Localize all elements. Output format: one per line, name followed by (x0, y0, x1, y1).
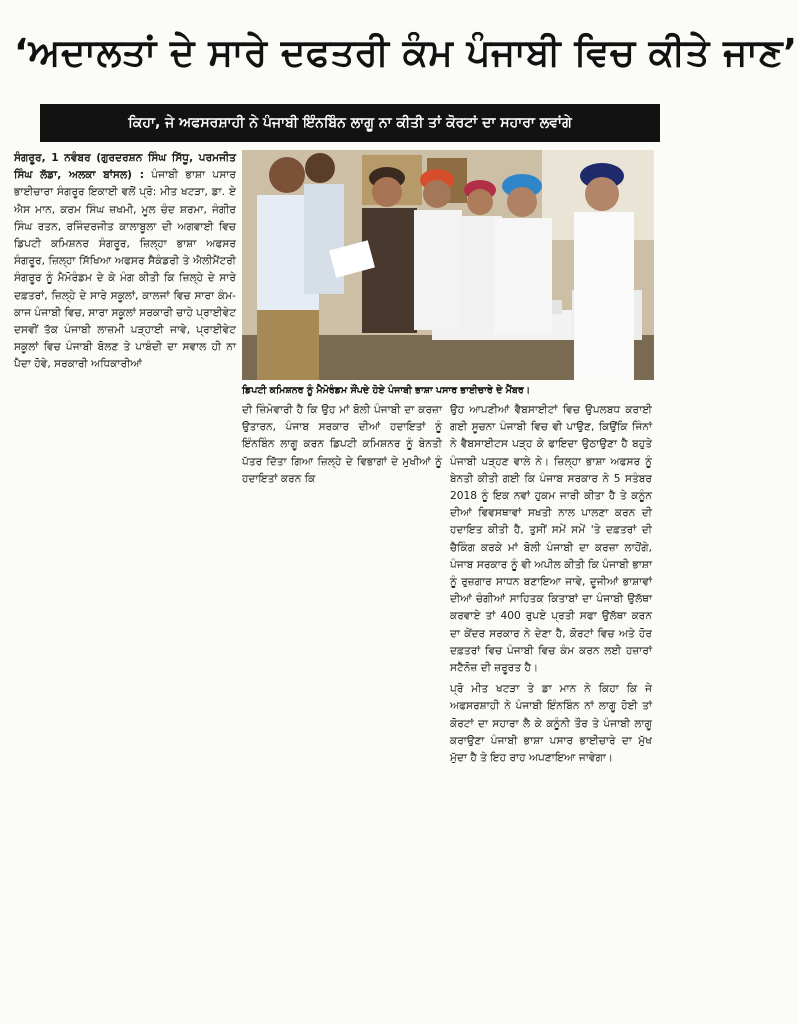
article-column-2 (242, 402, 442, 562)
article-col3-paragraph-2: ਪ੍ਰੋ ਮੀਤ ਖਟੜਾ ਤੇ ਡਾ ਮਾਨ ਨੇ ਕਿਹਾ ਕਿ ਜੇ ਅਫਸਰਸ਼ਾਹੀ ਨੇ ਪੰਜਾਬੀ ਇੰਨਬਿੰਨ ਨਾਂ ਲਾਗੂ ਹੋਈ ਤਾਂ ਕੋਰਟਾਂ ਦਾ ਸਹਾਰਾ ਲੈ ਕੇ ਕਨੂੰਨੀ ਤੌਰ ਤੇ ਪੰਜਾਬੀ ਲਾਗੂ ਕਰਾਉਣਾ ਪੰਜਾਬੀ ਭਾਸ਼ਾ ਪਸਾਰ ਭਾਈਚਾਰੇ ਦਾ ਮੁੱਖ ਮੁੱਦਾ ਹੈ ਤੇ ਇਹ ਰਾਹ ਅਪਣਾਇਆ ਜਾਵੇਗਾ। (450, 683, 652, 765)
photo-caption: ਡਿਪਟੀ ਕਮਿਸ਼ਨਰ ਨੂੰ ਮੈਮੋਰੰਡਮ ਸੌਂਪਦੇ ਹੋਏ ਪੰਜਾਬੀ ਭਾਸ਼ਾ ਪਸਾਰ ਭਾਈਚਾਰੇ ਦੇ ਮੈਂਬਰ। (242, 385, 531, 396)
article-dateline: ਸੰਗਰੂਰ, 1 ਨਵੰਬਰ (ਗੁਰਦਰਸ਼ਨ ਸਿੰਘ ਸਿੱਧੂ, ਪਰਮਜੀਤ ਸਿੰਘ ਲੱਡਾ, ਅਲਕਾ ਬਾਂਸਲ) : (14, 152, 236, 182)
article-col1-text: ਪੰਜਾਬੀ ਭਾਸ਼ਾ ਪਸਾਰ ਭਾਈਚਾਰਾ ਸੰਗਰੂਰ ਇਕਾਈ ਵਲੋਂ ਪ੍ਰੋ: ਮੀਤ ਖਟੜਾ, ਡਾ. ਏ ਐਸ ਮਾਨ, ਕਰਮ ਸਿੰਘ ਜ਼ਖਮੀ, ਮੂਲ ਚੰਦ ਸ਼ਰਮਾ, ਜੰਗੀਰ ਸਿੰਘ ਰਤਨ, ਰਜਿੰਦਰਜੀਤ ਕਾਲਾਬੂਲਾ ਦੀ ਅਗਵਾਈ ਵਿਚ ਡਿਪਟੀ ਕਮਿਸ਼ਨਰ ਸੰਗਰੂਰ, ਜ਼ਿਲ੍ਹਾ ਭਾਸ਼ਾ ਅਫਸਰ ਸੰਗਰੂਰ, ਜ਼ਿਲ੍ਹਾ ਸਿੱਖਿਆ ਅਫਸਰ ਸੈਕੰਡਰੀ ਤੇ ਐਲੀਮੈਂਟਰੀ ਸੰਗਰੂਰ ਨੂੰ ਮੈਮੋਰੰਡਮ ਦੇ ਕੇ ਮੰਗ ਕੀਤੀ ਕਿ ਜ਼ਿਲ੍ਹੇ ਦੇ ਸਾਰੇ ਦਫ਼ਤਰਾਂ, ਜ਼ਿਲ੍ਹੇ ਦੇ ਸਾਰੇ ਸਕੂਲਾਂ, ਕਾਲਜਾਂ ਵਿਚ ਸਾਰਾ ਕੰਮ-ਕਾਜ ਪੰਜਾਬੀ ਵਿਚ, ਸਾਰਾ ਸਕੂਲਾਂ ਸਰਕਾਰੀ ਚਾਹੇ ਪ੍ਰਾਈਵੇਟ ਦਸਵੀਂ ਤੱਕ ਪੰਜਾਬੀ ਲਾਜ਼ਮੀ ਪੜ੍ਹਾਈ ਜਾਵੇ, ਪ੍ਰਾਈਵੇਟ ਸਕੂਲਾਂ ਵਿਚ ਪੰਜਾਬੀ ਬੋਲਣ ਤੇ ਪਾਬੰਦੀ ਦਾ ਸਵਾਲ ਹੀ ਨਾ ਪੈਦਾ ਹੋਵੇ, ਸਰਕਾਰੀ ਅਧਿਕਾਰੀਆਂ (14, 169, 236, 371)
article-column-3 (450, 402, 652, 1024)
subheadline-banner: ਕਿਹਾ, ਜੇ ਅਫਸਰਸ਼ਾਹੀ ਨੇ ਪੰਜਾਬੀ ਇੰਨਬਿੰਨ ਲਾਗੂ ਨਾ ਕੀਤੀ ਤਾਂ ਕੋਰਟਾਂ ਦਾ ਸਹਾਰਾ ਲਵਾਂਗੇ (40, 104, 660, 142)
article-col2-text: ਦੀ ਜ਼ਿੰਮੇਵਾਰੀ ਹੈ ਕਿ ਉਹ ਮਾਂ ਬੋਲੀ ਪੰਜਾਬੀ ਦਾ ਕਰਜ਼ਾ ਉਤਾਰਨ, ਪੰਜਾਬ ਸਰਕਾਰ ਦੀਆਂ ਹਦਾਇਤਾਂ ਨੂੰ ਇੰਨਬਿੰਨ ਲਾਗੂ ਕਰਨ ਡਿਪਟੀ ਕਮਿਸ਼ਨਰ ਨੂੰ ਬੇਨਤੀ ਪੱਤਰ ਦਿੱਤਾ ਗਿਆ ਜ਼ਿਲ੍ਹੇ ਦੇ ਵਿਭਾਗਾਂ ਦੇ ਮੁਖੀਆਂ ਨੂੰ ਹਦਾਇਤਾਂ ਕਰਨ ਕਿ (242, 404, 442, 485)
article-col3-paragraph-1: ਉਹ ਆਪਣੀਆਂ ਵੈਬਸਾਈਟਾਂ ਵਿਚ ਉਪਲਬਧ ਕਰਾਈ ਗਈ ਸੂਚਨਾ ਪੰਜਾਬੀ ਵਿਚ ਵੀ ਪਾਉਣ, ਕਿਉਂਕਿ ਜਿੰਨਾਂ ਨੇ ਵੈਬਸਾਈਟਸ ਪੜ੍ਹ ਕੇ ਫਾਇਦਾ ਉਠਾਉਣਾ ਹੈ ਬਹੁਤੇ ਪੰਜਾਬੀ ਪੜ੍ਹਣ ਵਾਲੇ ਨੇ। ਜ਼ਿਲ੍ਹਾ ਭਾਸ਼ਾ ਅਫਸਰ ਨੂੰ ਬੇਨਤੀ ਕੀਤੀ ਗਈ ਕਿ ਪੰਜਾਬ ਸਰਕਾਰ ਨੇ 5 ਸਤੰਬਰ 2018 ਨੂੰ ਇਕ ਨਵਾਂ ਹੁਕਮ ਜਾਰੀ ਕੀਤਾ ਹੈ ਤੇ ਕਨੂੰਨ ਦੀਆਂ ਵਿਵਸਥਾਵਾਂ ਸਖਤੀ ਨਾਲ ਪਾਲਣਾ ਕਰਨ ਦੀ ਹਦਾਇਤ ਕੀਤੀ ਹੈ, ਤੁਸੀਂ ਸਮੇਂ ਸਮੇਂ 'ਤੇ ਦਫ਼ਤਰਾਂ ਦੀ ਚੈਕਿੰਗ ਕਰਕੇ ਮਾਂ ਬੋਲੀ ਪੰਜਾਬੀ ਦਾ ਕਰਜ਼ਾ ਲਾਹੋਂਗੇ, ਪੰਜਾਬ ਸਰਕਾਰ ਨੂੰ ਵੀ ਅਪੀਲ ਕੀਤੀ ਕਿ ਪੰਜਾਬੀ ਭਾਸ਼ਾ ਨੂੰ ਰੁਜ਼ਗਾਰ ਸਾਧਨ ਬਣਾਇਆ ਜਾਵੇ, ਦੂਜੀਆਂ ਭਾਸ਼ਾਵਾਂ ਦੀਆਂ ਚੰਗੀਆਂ ਸਾਹਿਤਕ ਕਿਤਾਬਾਂ ਦਾ ਪੰਜਾਬੀ ਉਲੱਥਾ ਕਰਵਾਏ ਤਾਂ 400 ਰੁਪਏ ਪ੍ਰਤੀ ਸਫਾ ਉਲੱਥਾ ਕਰਨ ਦਾ ਕੇਂਦਰ ਸਰਕਾਰ ਨੇ ਦੇਣਾ ਹੈ, ਕੋਰਟਾਂ ਵਿਚ ਅਤੇ ਹੋਰ ਦਫ਼ਤਰਾਂ ਵਿਚ ਪੰਜਾਬੀ ਵਿਚ ਕੰਮ ਕਰਨ ਲਈ ਹਜ਼ਾਰਾਂ ਸਟੈਨੋਜ਼ ਦੀ ਜ਼ਰੂਰਤ ਹੈ। (450, 404, 652, 675)
headline: ‘ਅਦਾਲਤਾਂ ਦੇ ਸਾਰੇ ਦਫਤਰੀ ਕੰਮ ਪੰਜਾਬੀ ਵਿਚ ਕੀਤੇ ਜਾਣ’ (14, 31, 798, 74)
news-photo (242, 150, 654, 380)
photo-illustration (242, 150, 654, 380)
article-column-1 (14, 150, 236, 560)
